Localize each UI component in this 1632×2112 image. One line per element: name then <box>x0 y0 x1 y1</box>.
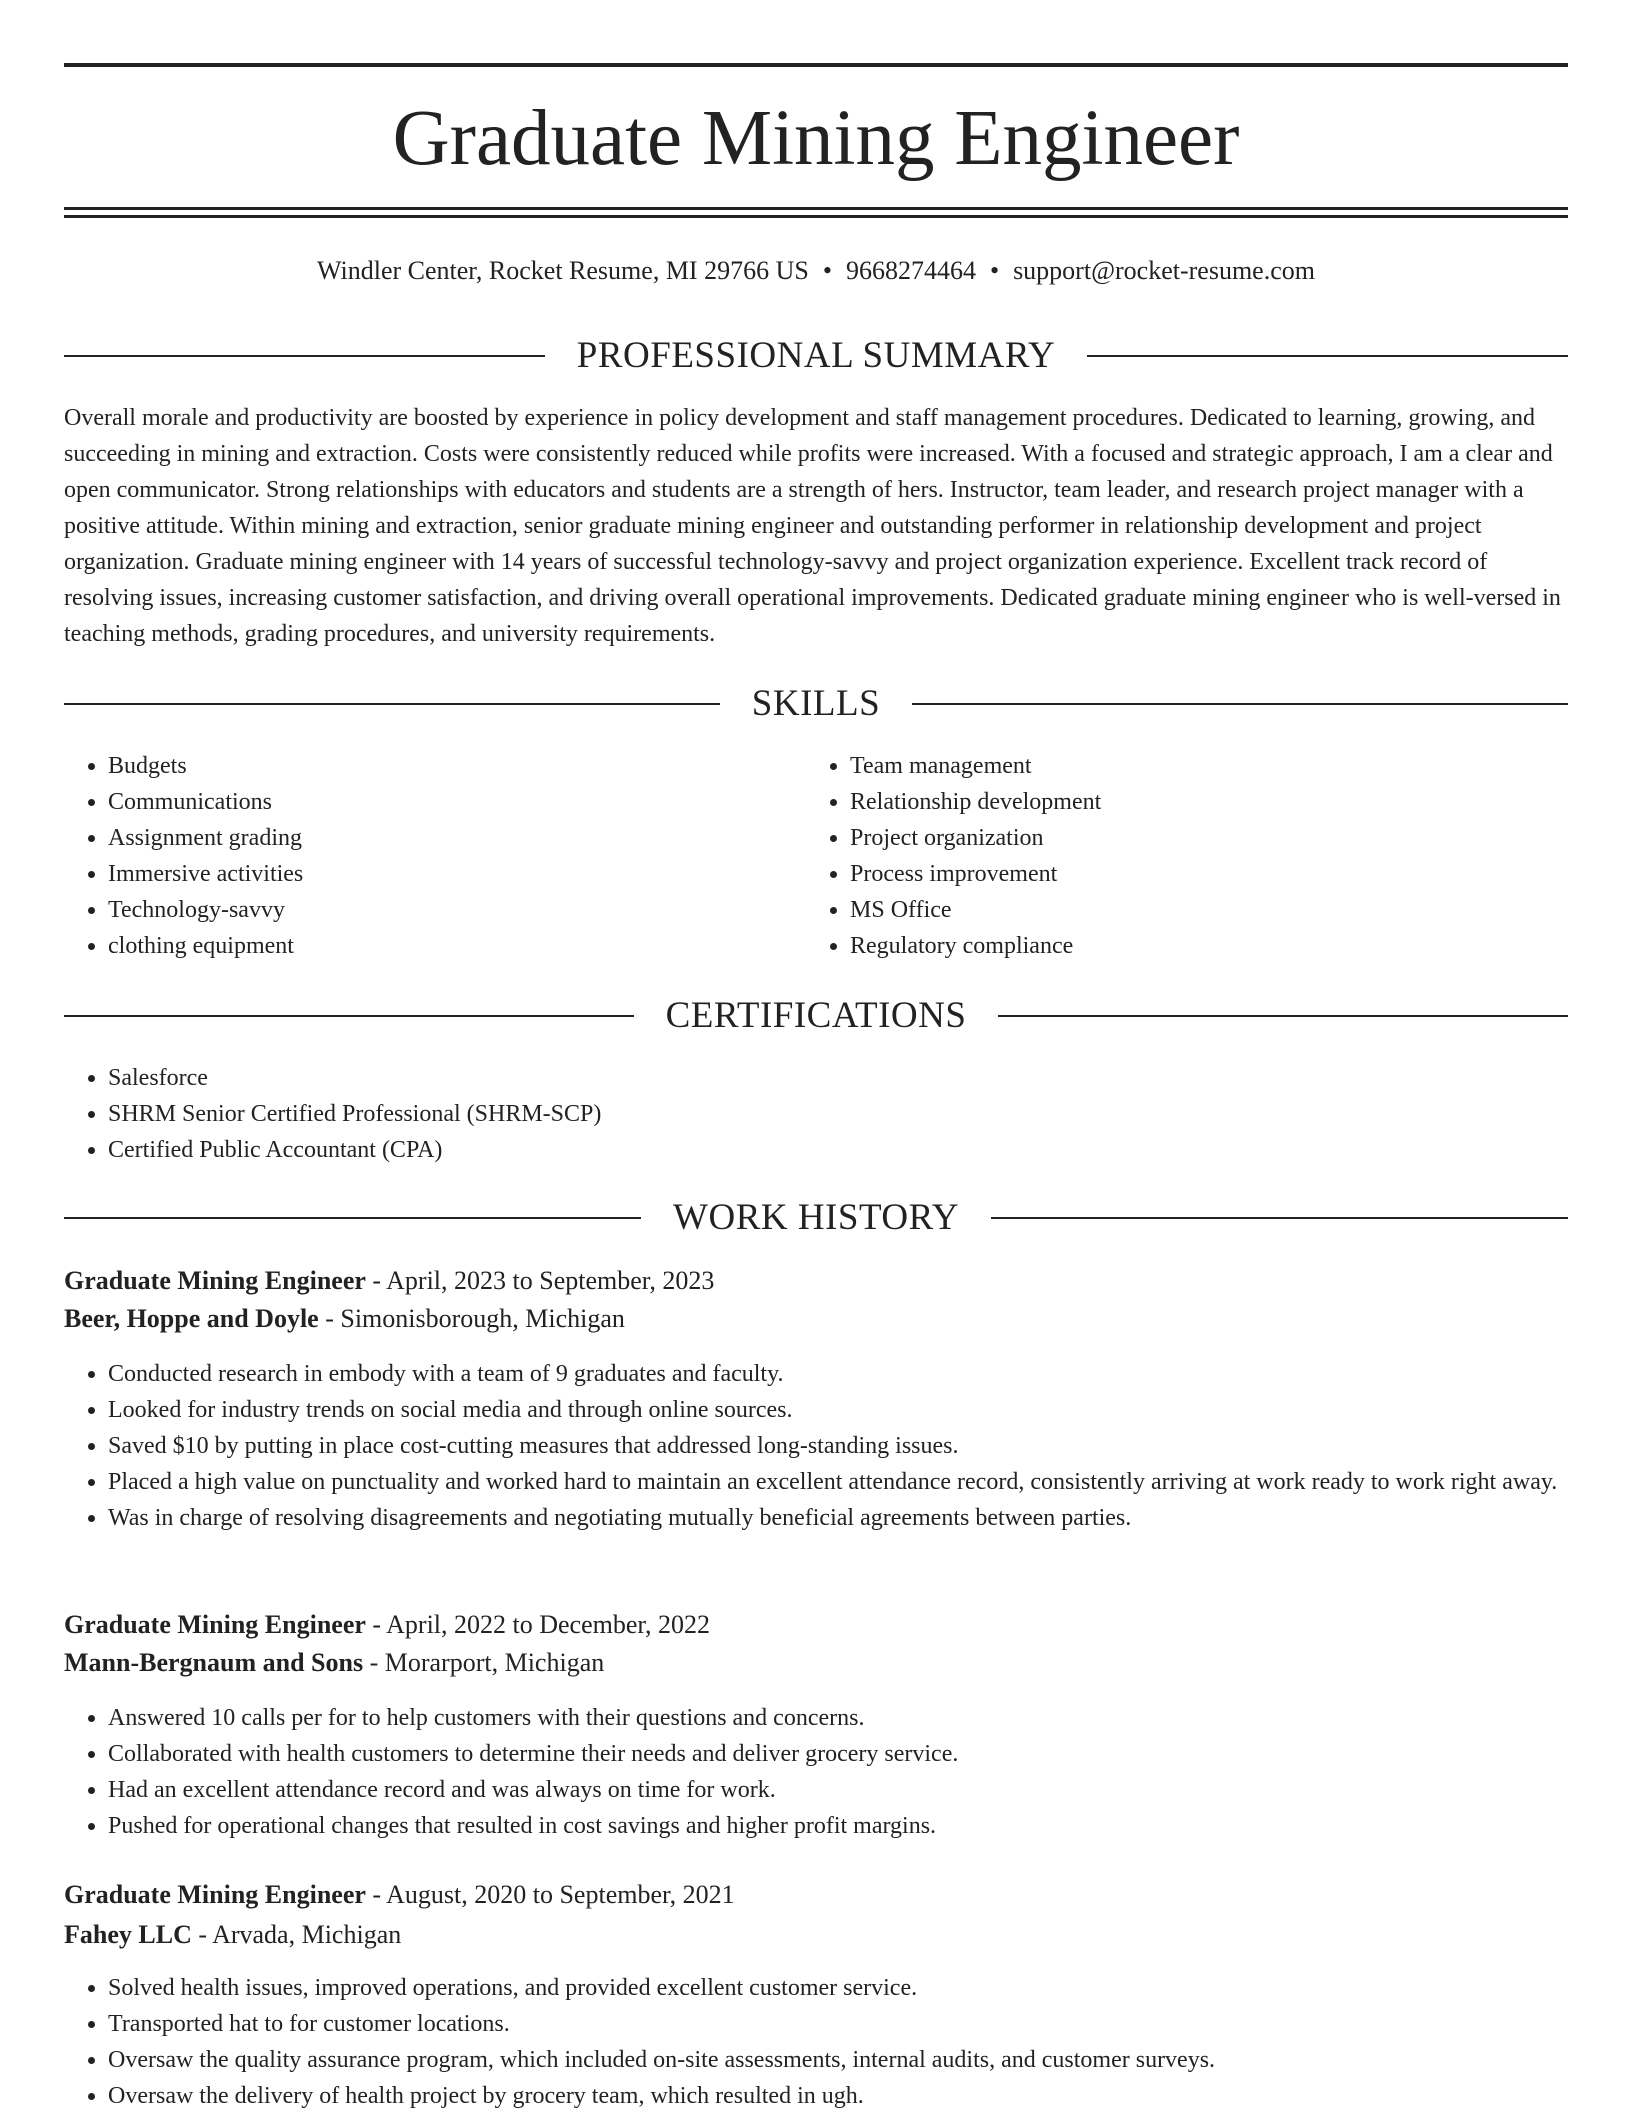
job-bullets-section <box>64 1970 1568 2112</box>
job-location: - Simonisborough, Michigan <box>325 1304 625 1333</box>
job-bullet: • Placed a high value on punctuality and worked hard to maintain an excellent attendance record, consistently arriving at work ready to work right away. <box>108 1464 1568 1500</box>
job-bullet: • Answered 10 calls per for to help customers with their questions and concerns. <box>108 1700 1568 1736</box>
job-bullets <box>64 1700 1568 1844</box>
job-bullet: • Conducted research in embody with a team of 9 graduates and faculty. <box>108 1356 1568 1392</box>
skills-heading <box>64 682 1568 726</box>
job-bullet: • Solved health issues, improved operations, and provided excellent customer service. <box>108 1970 1568 2006</box>
skill-item: • Assignment grading <box>108 820 804 856</box>
job-bullet: • Transported hat to for customer locations. <box>108 2006 1568 2042</box>
job-bullet: • Pushed for operational changes that resulted in cost savings and higher profit margins. <box>108 1808 1568 1844</box>
job-location: - Morarport, Michigan <box>369 1648 605 1677</box>
job-title-line <box>64 1876 1568 1914</box>
job-title: Graduate Mining Engineer <box>64 1880 366 1909</box>
certification-item: • SHRM Senior Certified Professional (SHRM-SCP) <box>108 1096 1568 1132</box>
certifications-section <box>64 1060 1568 1168</box>
skill-item: • MS Office <box>850 892 1566 928</box>
job-company-line <box>64 1644 1568 1682</box>
skills-left-column <box>64 748 804 964</box>
skills-list-left <box>64 748 804 964</box>
skill-item: • Budgets <box>108 748 804 784</box>
header-top-rule <box>64 63 1568 67</box>
job-dates: - April, 2023 to September, 2023 <box>372 1266 715 1295</box>
job-company: Mann-Bergnaum and Sons <box>64 1648 364 1677</box>
skill-item: • Relationship development <box>850 784 1566 820</box>
job-bullet: • Looked for industry trends on social media and through online sources. <box>108 1392 1568 1428</box>
skill-item: • Team management <box>850 748 1566 784</box>
skill-item: • Regulatory compliance <box>850 928 1566 964</box>
heading-rule-left <box>64 703 720 705</box>
certifications-heading <box>64 994 1568 1038</box>
job-title: Graduate Mining Engineer <box>64 1610 366 1639</box>
summary-heading <box>64 334 1568 378</box>
summary-heading-title: PROFESSIONAL SUMMARY <box>576 335 1056 376</box>
job-bullet: • Saved $10 by putting in place cost-cutting measures that addressed long-standing issues. <box>108 1428 1568 1464</box>
job-title: Graduate Mining Engineer <box>64 1266 366 1295</box>
skill-item: • Immersive activities <box>108 856 804 892</box>
heading-rule-right <box>998 1015 1568 1017</box>
job-dates: - April, 2022 to December, 2022 <box>372 1610 711 1639</box>
contact-line <box>64 254 1568 288</box>
candidate-name: Graduate Mining Engineer <box>392 95 1240 182</box>
contact-email: support@rocket-resume.com <box>1013 256 1315 285</box>
job-location: - Arvada, Michigan <box>198 1920 402 1949</box>
job-company: Fahey LLC <box>64 1920 192 1949</box>
job-bullet: • Oversaw the quality assurance program, which included on-site assessments, internal audits, and customer surveys. <box>108 2042 1568 2078</box>
skills-list-right <box>806 748 1566 964</box>
contact-separator: • <box>822 256 832 285</box>
heading-rule-left <box>64 355 545 357</box>
job-title-line <box>64 1606 1568 1644</box>
skills-right-column <box>806 748 1566 964</box>
skills-heading-title: SKILLS <box>751 683 881 724</box>
heading-rule-right <box>991 1217 1568 1219</box>
job-title-line <box>64 1262 1568 1300</box>
job-bullet: • Collaborated with health customers to determine their needs and deliver grocery service. <box>108 1736 1568 1772</box>
heading-rule-right <box>912 703 1568 705</box>
job-company: Beer, Hoppe and Doyle <box>64 1304 319 1333</box>
job-bullet: • Had an excellent attendance record and was always on time for work. <box>108 1772 1568 1808</box>
job-dates: - August, 2020 to September, 2021 <box>372 1880 735 1909</box>
job-company-line <box>64 1300 1568 1338</box>
skill-item: • Project organization <box>850 820 1566 856</box>
work-history-heading-title: WORK HISTORY <box>673 1197 959 1238</box>
skill-item: • clothing equipment <box>108 928 804 964</box>
certification-item: • Salesforce <box>108 1060 1568 1096</box>
skill-item: • Technology-savvy <box>108 892 804 928</box>
contact-phone: 9668274464 <box>845 256 976 285</box>
header-double-rule <box>64 207 1568 218</box>
job-bullets <box>64 1356 1568 1536</box>
job-company-line <box>64 1916 1568 1954</box>
skill-item: • Communications <box>108 784 804 820</box>
certifications-list <box>64 1060 1568 1168</box>
work-history-heading <box>64 1196 1568 1240</box>
job-bullets-section <box>64 1356 1568 1536</box>
job-bullets <box>64 1970 1568 2112</box>
contact-separator: • <box>989 256 1000 285</box>
certifications-heading-title: CERTIFICATIONS <box>665 995 967 1036</box>
job-bullet: • Oversaw the delivery of health project by grocery team, which resulted in ugh. <box>108 2078 1568 2112</box>
heading-rule-left <box>64 1217 641 1219</box>
job-bullet: • Was in charge of resolving disagreements and negotiating mutually beneficial agreements between parties. <box>108 1500 1568 1536</box>
heading-rule-right <box>1087 355 1568 357</box>
heading-rule-left <box>64 1015 634 1017</box>
job-bullets-section <box>64 1700 1568 1844</box>
summary-text: Overall morale and productivity are boosted by experience in policy development and staff management procedures. Dedicated to learning, growing, and succeeding in mining and extraction. Costs were consistently reduced while profits were increased. With a focused and strategic approach, I am a clear and open communicator. Strong relationships with educators and students are a strength of hers. Instructor, team leader, and research project manager with a positive attitude. Within mining and extraction, senior graduate mining engineer and outstanding performer in relationship development and project organization. Graduate mining engineer with 14 years of successful technology-savvy and project organization experience. Excellent track record of resolving issues, increasing customer satisfaction, and driving overall operational improvements. Dedicated graduate mining engineer who is well-versed in teaching methods, grading procedures, and university requirements. <box>64 405 1561 647</box>
contact-address: Windler Center, Rocket Resume, MI 29766 US <box>317 256 809 285</box>
certification-item: • Certified Public Accountant (CPA) <box>108 1132 1568 1168</box>
skill-item: • Process improvement <box>850 856 1566 892</box>
